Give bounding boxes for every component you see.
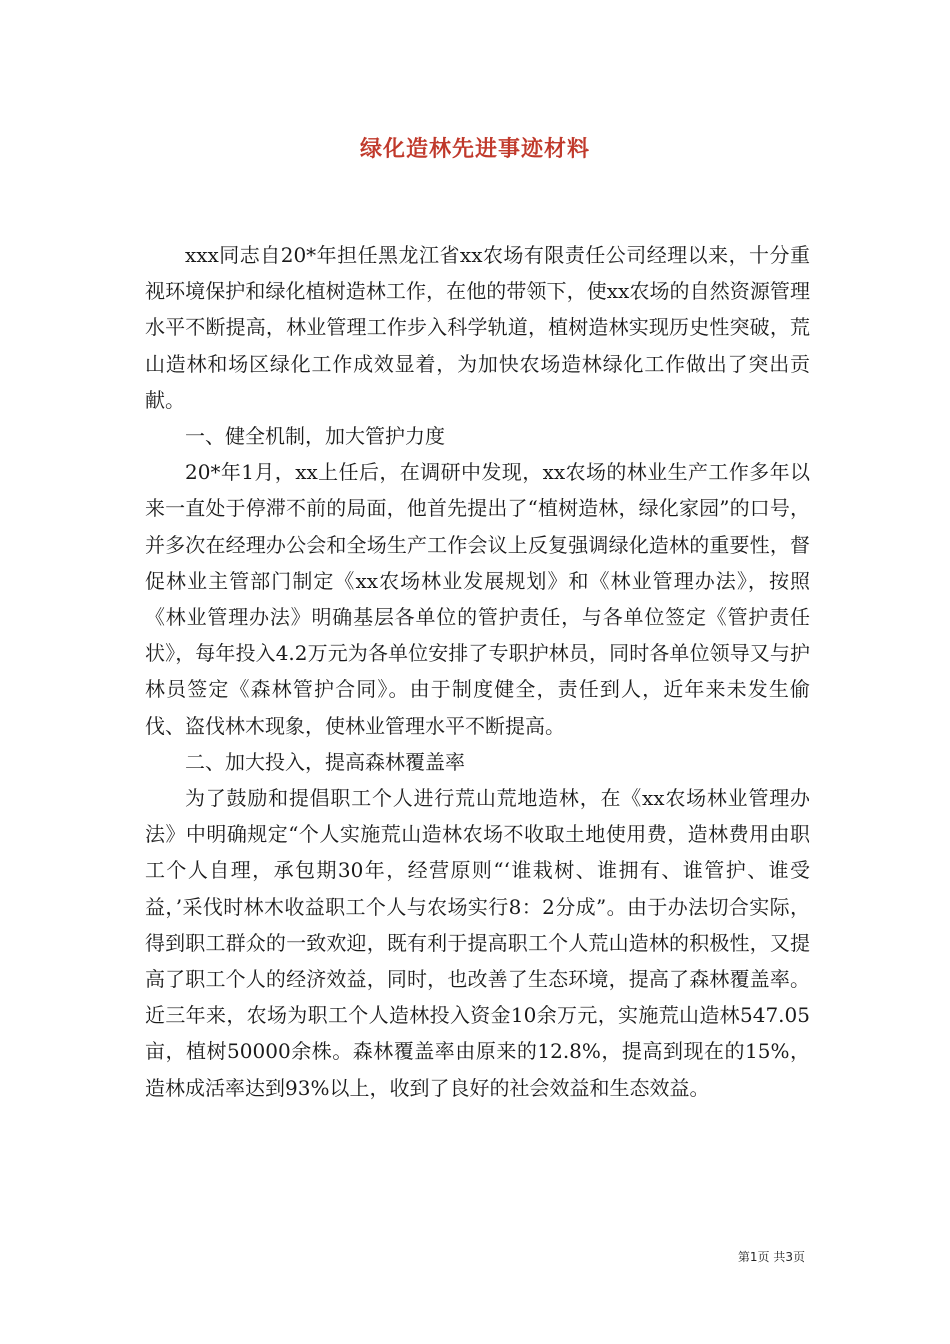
- page-number: 第1页 共3页: [737, 1250, 805, 1264]
- section-heading-2: 二、加大投入，提高森林覆盖率: [185, 749, 465, 774]
- paragraph-section-2: 为了鼓励和提倡职工个人进行荒山荒地造林，在《xx农场林业管理办法》中明确规定“个人实施荒山造林农场不收取土地使用费，造林费用由职工个人自理，承包期30年，经营原则“‘谁栽树、谁拥有、谁管护、谁受益，’采伐时林木收益职工个人与农场实行8：2分成”。由于办法切合实际，得到职工群众的一致欢迎，既有利于提高职工个人荒山造林的积极性，又提高了职工个人的经济效益，同时，也改善了生态环境，提高了森林覆盖率。近三年来，农场为职工个人造林投入资金10余万元，实施荒山造林547.05亩，植树50000余株。森林覆盖率由原来的12.8%，提高到现在的15%，造林成活率达到93%以上，收到了良好的社会效益和生态效益。: [145, 786, 810, 1100]
- paragraph-section-1: 20*年1月，xx上任后，在调研中发现，xx农场的林业生产工作多年以来一直处于停滞不前的局面，他首先提出了“植树造林，绿化家园”的口号，并多次在经理办公会和全场生产工作会议上反复强调绿化造林的重要性，督促林业主管部门制定《xx农场林业发展规划》和《林业管理办法》，按照《林业管理办法》明确基层各单位的管护责任，与各单位签定《管护责任状》，每年投入4.2万元为各单位安排了专职护林员，同时各单位领导又与护林员签定《森林管护合同》。由于制度健全，责任到人，近年来未发生偷伐、盗伐林木现象，使林业管理水平不断提高。: [145, 460, 810, 738]
- paragraph-intro: xxx同志自20*年担任黑龙江省xx农场有限责任公司经理以来，十分重视环境保护和绿化植树造林工作，在他的带领下，使xx农场的自然资源管理水平不断提高，林业管理工作步入科学轨道，植树造林实现历史性突破，荒山造林和场区绿化工作成效显着，为加快农场造林绿化工作做出了突出贡献。: [145, 243, 810, 412]
- document-body: [145, 237, 810, 1106]
- section-heading-1: 一、健全机制，加大管护力度: [185, 424, 445, 449]
- document-title: 绿化造林先进事迹材料: [359, 136, 590, 162]
